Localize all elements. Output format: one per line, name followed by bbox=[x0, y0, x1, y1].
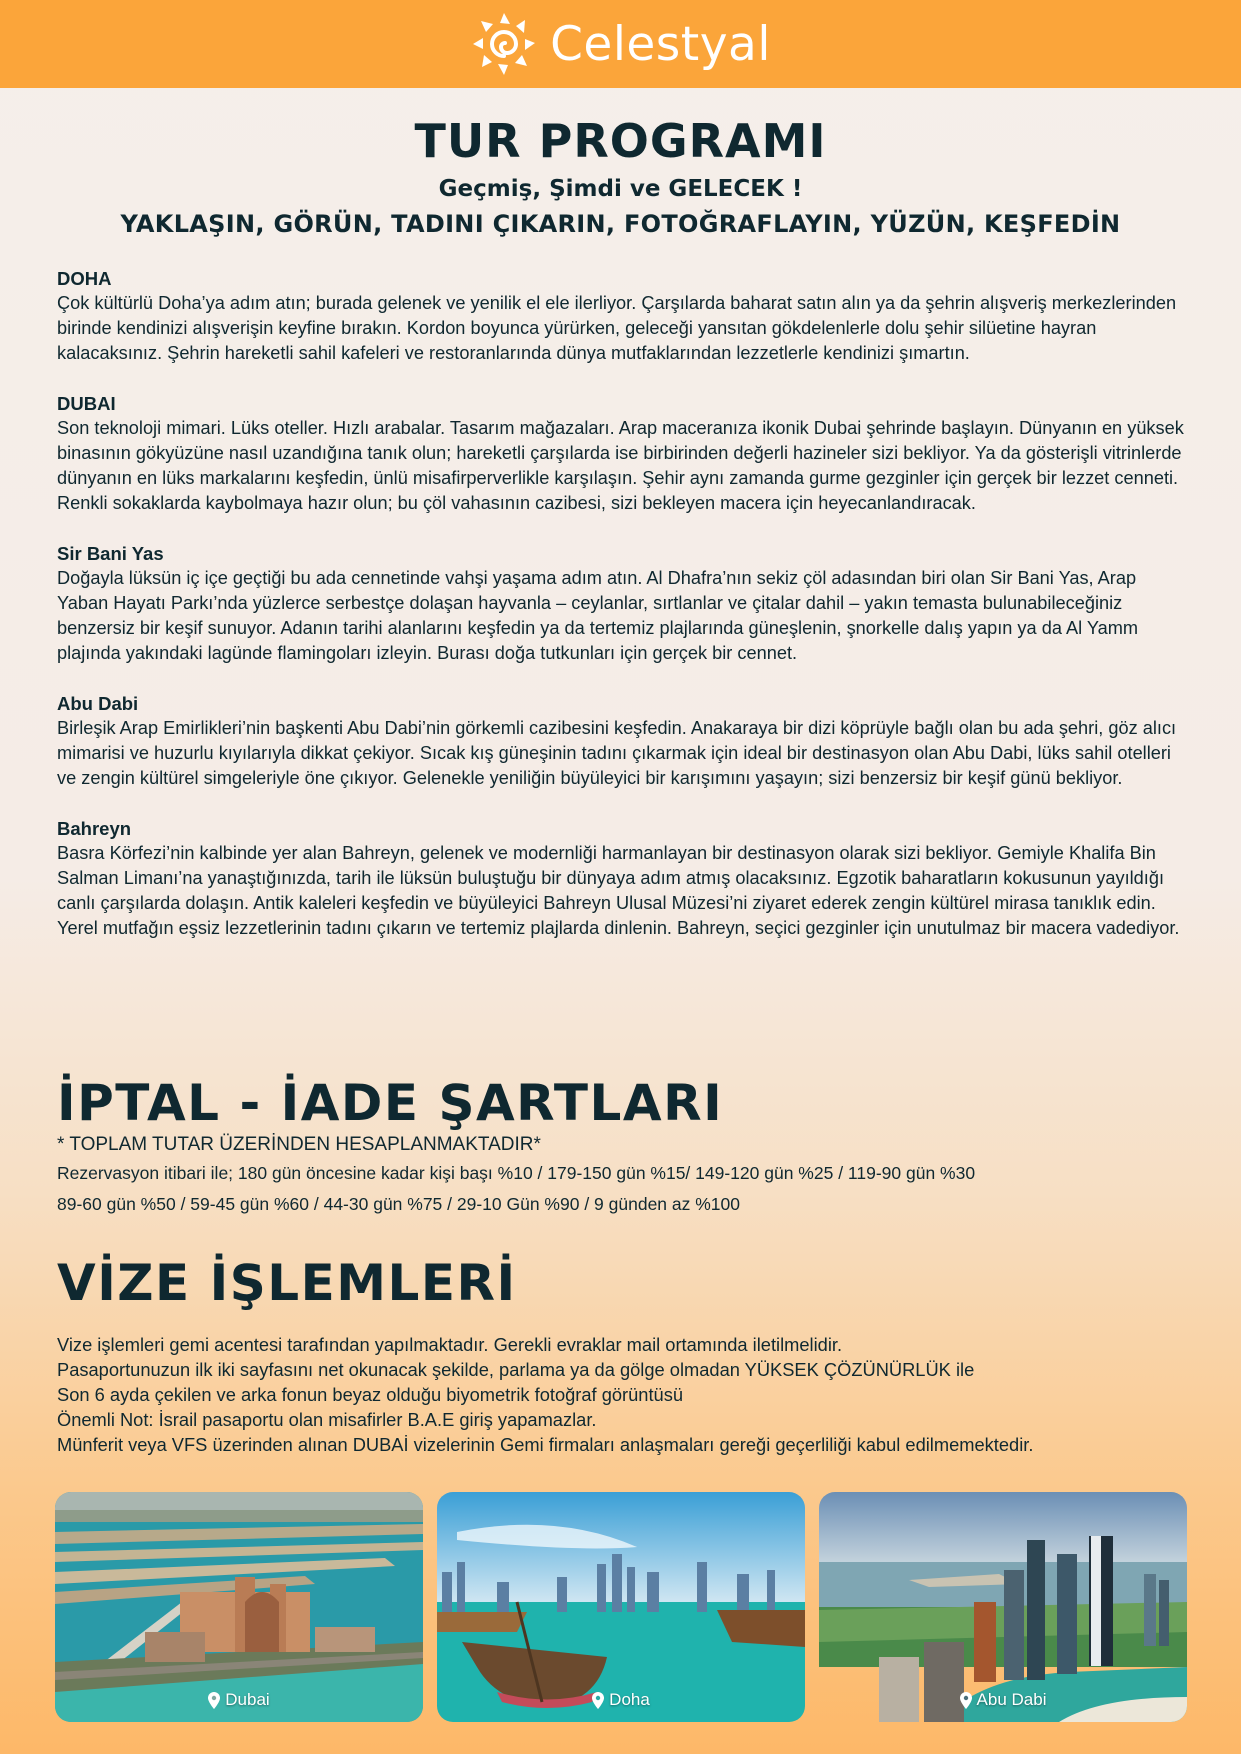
destination-title: DUBAI bbox=[57, 393, 116, 414]
photo-card-abu-dabi bbox=[819, 1492, 1187, 1722]
photo-card-doha bbox=[437, 1492, 805, 1722]
page-header bbox=[0, 112, 1241, 242]
visa-info-line: Önemli Not: İsrail pasaportu olan misafirler B.A.E giriş yapamazlar. bbox=[57, 1409, 597, 1430]
destination-bahreyn bbox=[57, 816, 1187, 941]
visa-info-line: Pasaportunuzun ilk iki sayfasını net okunacak şekilde, parlama ya da gölge olmadan YÜKSEK ÇÖZÜNÜRLÜK ile bbox=[57, 1359, 975, 1380]
destination-description: Doğayla lüksün iç içe geçtiği bu ada cennetinde vahşi yaşama adım atın. Al Dhafra’nın sekiz çöl adasından biri olan Sir Bani Yas, Arap Yaban Hayatı Parkı’nda yüzlerce serbestçe dolaşan hayvanla – ceylanlar, sırtlanlar ve çitalar dahil – yakın temasta bulunabileceğiniz benzersiz bir keşif sunuyor. Adanın tarihi alanlarını keşfedin ya da tertemiz plajlarında güneşlenin, şnorkelle dalış yapın ya da Al Yamm plajında yakındaki lagünde flamingoları izleyin. Burası doğa tutkunları için gerçek bir cennet. bbox=[57, 568, 1139, 663]
cancellation-note: * TOPLAM TUTAR ÜZERİNDEN HESAPLANMAKTADIR* bbox=[57, 1134, 541, 1155]
visa-info-line: Son 6 ayda çekilen ve arka fonun beyaz olduğu biyometrik fotoğraf görüntüsü bbox=[57, 1384, 684, 1405]
destinations-list bbox=[57, 266, 1187, 966]
visa-info-line: Münferit veya VFS üzerinden alınan DUBAİ vizelerinin Gemi firmaları anlaşmaları gereği geçerliliği kabul edilmemektedir. bbox=[57, 1434, 1034, 1455]
abu-dabi-skyline-photo bbox=[819, 1492, 1187, 1722]
location-pin-icon bbox=[592, 1692, 604, 1709]
destination-title: Sir Bani Yas bbox=[57, 543, 164, 564]
destination-title: Abu Dabi bbox=[57, 693, 139, 714]
photo-caption bbox=[55, 1690, 423, 1710]
destination-description: Birleşik Arap Emirlikleri’nin başkenti Abu Dabi’nin görkemli cazibesini keşfedin. Anakaraya bir dizi köprüyle bağlı olan bu ada şehri, göz alıcı mimarisi ve huzurlu kıyılarıyla dikkat çekiyor. Sıcak kış güneşinin tadını çıkarmak için ideal bir destinasyon olan Abu Dabi, lüks sahil otelleri ve zengin kültürel simgeleriyle öne çıkıyor. Gelenekle yeniliğin büyüleyici bir karışımını yaşayın; sizi benzersiz bir keşif günü bekliyor. bbox=[57, 718, 1177, 788]
cancellation-title: İPTAL - İADE ŞARTLARI bbox=[57, 1074, 724, 1132]
destination-sir-bani-yas bbox=[57, 541, 1187, 666]
photo-caption-text: Dubai bbox=[225, 1690, 270, 1709]
brand-name: Celestyal bbox=[550, 16, 771, 72]
photo-caption bbox=[437, 1690, 805, 1710]
destination-description: Son teknoloji mimari. Lüks oteller. Hızlı arabalar. Tasarım mağazaları. Arap maceranıza ikonik Dubai şehrinde başlayın. Dünyanın en yüksek binasının gökyüzüne nasıl uzandığına tanık olun; hareketli çarşılarda ise birbirinden değerli hazineler sizi bekliyor. Ya da gösterişli vitrinlerde dünyanın en lüks markalarını keşfedin, ünlü misafirperverlikle karşılaşın. Şehir aynı zamanda gurme gezginler için gerçek bir lezzet cenneti. Renkli sokaklarda kaybolmaya hazır olun; bu çöl vahasının cazibesi, sizi bekleyen macera için heyecanlandıracak. bbox=[57, 418, 1184, 513]
cancellation-section bbox=[57, 1072, 1187, 1220]
page-title: TUR PROGRAMI bbox=[414, 114, 827, 168]
brand-logo bbox=[470, 10, 771, 78]
location-pin-icon bbox=[208, 1692, 220, 1709]
photo-card-dubai bbox=[55, 1492, 423, 1722]
photo-caption bbox=[819, 1690, 1187, 1710]
page-motto: YAKLAŞIN, GÖRÜN, TADINI ÇIKARIN, FOTOĞRAFLAYIN, YÜZÜN, KEŞFEDİN bbox=[120, 210, 1121, 238]
cancellation-terms-line: Rezervasyon itibari ile; 180 gün öncesine kadar kişi başı %10 / 179-150 gün %15/ 149-120 gün %25 / 119-90 gün %30 bbox=[57, 1163, 976, 1183]
sun-spiral-icon bbox=[470, 10, 538, 78]
dubai-palm-photo bbox=[55, 1492, 423, 1722]
visa-info-line: Vize işlemleri gemi acentesi tarafından yapılmaktadır. Gerekli evraklar mail ortamında iletilmelidir. bbox=[57, 1334, 843, 1355]
photo-gallery bbox=[55, 1492, 1187, 1722]
doha-dhow-photo bbox=[437, 1492, 805, 1722]
destination-dubai bbox=[57, 391, 1187, 516]
photo-caption-text: Abu Dabi bbox=[976, 1690, 1047, 1709]
cancellation-terms-line: 89-60 gün %50 / 59-45 gün %60 / 44-30 gün %75 / 29-10 Gün %90 / 9 günden az %100 bbox=[57, 1194, 741, 1214]
brand-header-bar bbox=[0, 0, 1241, 88]
destination-doha bbox=[57, 266, 1187, 366]
destination-abu-dabi bbox=[57, 691, 1187, 791]
visa-section bbox=[57, 1252, 1187, 1457]
photo-caption-text: Doha bbox=[609, 1690, 650, 1709]
visa-title: VİZE İŞLEMLERİ bbox=[57, 1254, 517, 1312]
destination-title: Bahreyn bbox=[57, 818, 132, 839]
destination-title: DOHA bbox=[57, 268, 112, 289]
location-pin-icon bbox=[960, 1692, 972, 1709]
destination-description: Çok kültürlü Doha’ya adım atın; burada gelenek ve yenilik el ele ilerliyor. Çarşılarda baharat satın alın ya da şehrin alışveriş merkezlerinden birinde kendinizi alışverişin keyfine bırakın. Kordon boyunca yürürken, geleceği yansıtan gökdelenlerle dolu şehir silüetine hayran kalacaksınız. Şehrin hareketli sahil kafeleri ve restoranlarında dünya mutfaklarından lezzetlerle kendinizi şımartın. bbox=[57, 293, 1177, 363]
destination-description: Basra Körfezi’nin kalbinde yer alan Bahreyn, gelenek ve modernliği harmanlayan bir destinasyon olarak sizi bekliyor. Gemiyle Khalifa Bin Salman Limanı’na yanaştığınızda, tarih ile lüksün buluştuğu bir dünyaya adım atmış olacaksınız. Egzotik baharatların kokusunun yayıldığı canlı çarşılarda dolaşın. Antik kaleleri keşfedin ve büyüleyici Bahreyn Ulusal Müzesi’ni ziyaret ederek zengin kültürel mirasa tanıklık edin. Yerel mutfağın eşsiz lezzetlerinin tadını çıkarın ve tertemiz plajlarda dinlenin. Bahreyn, seçici gezginler için unutulmaz bir macera vadediyor. bbox=[57, 843, 1180, 938]
page-subtitle: Geçmiş, Şimdi ve GELECEK ! bbox=[438, 176, 803, 202]
